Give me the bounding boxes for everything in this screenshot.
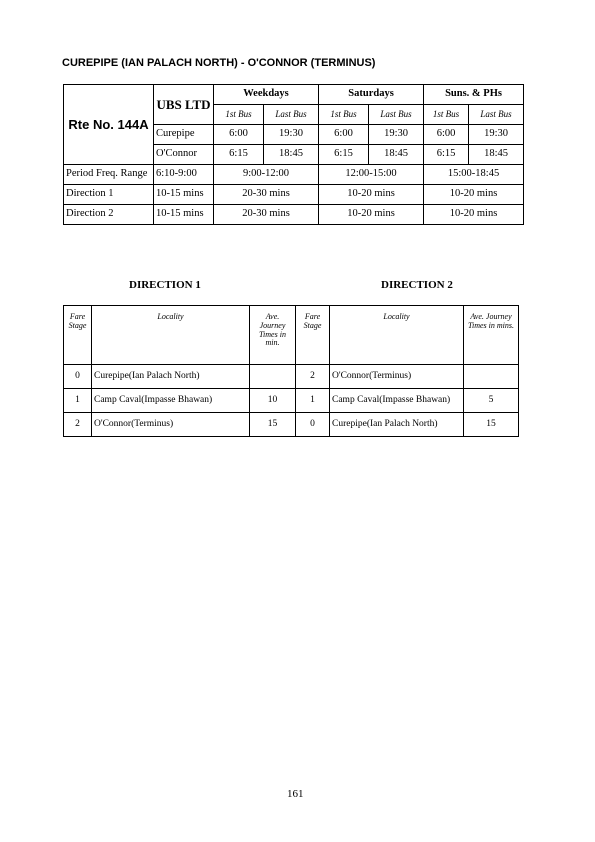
time-cell: 6:15: [214, 145, 264, 165]
fare-stage-header: Fare Stage: [296, 306, 330, 365]
last-bus-label: Last Bus: [469, 105, 524, 125]
journey-time-header: Ave. Journey Times in min.: [250, 306, 296, 365]
frequency-label: Direction 2: [64, 205, 154, 225]
table-row: [64, 365, 519, 389]
frequency-value: 20-30 mins: [214, 185, 319, 205]
frequency-row: [64, 205, 524, 225]
frequency-value: 10-15 mins: [154, 185, 214, 205]
time-cell: 6:15: [424, 145, 469, 165]
place-name: Curepipe: [154, 125, 214, 145]
frequency-value: 10-20 mins: [424, 205, 524, 225]
locality: Curepipe(Ian Palach North): [92, 365, 250, 389]
locality: O'Connor(Terminus): [92, 413, 250, 437]
time-cell: 6:00: [319, 125, 369, 145]
journey-time: 15: [464, 413, 519, 437]
frequency-value: 10-20 mins: [319, 205, 424, 225]
locality: Camp Caval(Impasse Bhawan): [330, 389, 464, 413]
time-cell: 19:30: [369, 125, 424, 145]
journey-time-header: Ave. Journey Times in mins.: [464, 306, 519, 365]
frequency-value: 20-30 mins: [214, 205, 319, 225]
table-row: [64, 413, 519, 437]
fare-stage: 1: [296, 389, 330, 413]
fare-stage-table: [63, 305, 519, 437]
fare-stage: 0: [64, 365, 92, 389]
fare-stage: 1: [64, 389, 92, 413]
locality-header: Locality: [330, 306, 464, 365]
time-cell: 6:15: [319, 145, 369, 165]
fare-stage: 2: [296, 365, 330, 389]
time-cell: 6:00: [424, 125, 469, 145]
frequency-label: Period Freq. Range: [64, 165, 154, 185]
frequency-value: 10-20 mins: [319, 185, 424, 205]
fare-stage-header: Fare Stage: [64, 306, 92, 365]
time-cell: 18:45: [369, 145, 424, 165]
place-name: O'Connor: [154, 145, 214, 165]
first-bus-label: 1st Bus: [319, 105, 369, 125]
fare-stage: 2: [64, 413, 92, 437]
locality: Camp Caval(Impasse Bhawan): [92, 389, 250, 413]
journey-time: 10: [250, 389, 296, 413]
direction-2-heading: DIRECTION 2: [381, 279, 453, 291]
route-number: Rte No. 144A: [64, 85, 154, 165]
journey-time: 15: [250, 413, 296, 437]
frequency-value: 9:00-12:00: [214, 165, 319, 185]
frequency-row: [64, 185, 524, 205]
last-bus-label: Last Bus: [264, 105, 319, 125]
frequency-value: 10-20 mins: [424, 185, 524, 205]
first-bus-label: 1st Bus: [424, 105, 469, 125]
frequency-value: 6:10-9:00: [154, 165, 214, 185]
journey-time: 5: [464, 389, 519, 413]
frequency-value: 10-15 mins: [154, 205, 214, 225]
direction-1-heading: DIRECTION 1: [129, 279, 201, 291]
locality: O'Connor(Terminus): [330, 365, 464, 389]
time-cell: 18:45: [469, 145, 524, 165]
sundays-header: Suns. & PHs: [424, 85, 524, 105]
locality-header: Locality: [92, 306, 250, 365]
time-cell: 6:00: [214, 125, 264, 145]
first-bus-label: 1st Bus: [214, 105, 264, 125]
frequency-label: Direction 1: [64, 185, 154, 205]
operator-name: UBS LTD: [154, 85, 214, 125]
last-bus-label: Last Bus: [369, 105, 424, 125]
frequency-value: 12:00-15:00: [319, 165, 424, 185]
table-row: [64, 389, 519, 413]
time-cell: 19:30: [264, 125, 319, 145]
frequency-row: [64, 165, 524, 185]
fare-stage: 0: [296, 413, 330, 437]
page-title: CUREPIPE (IAN PALACH NORTH) - O'CONNOR (TERMINUS): [62, 57, 376, 69]
weekdays-header: Weekdays: [214, 85, 319, 105]
journey-time: [250, 365, 296, 389]
time-cell: 18:45: [264, 145, 319, 165]
frequency-value: 15:00-18:45: [424, 165, 524, 185]
locality: Curepipe(Ian Palach North): [330, 413, 464, 437]
journey-time: [464, 365, 519, 389]
schedule-table: [63, 84, 524, 225]
saturdays-header: Saturdays: [319, 85, 424, 105]
time-cell: 19:30: [469, 125, 524, 145]
page-number: 161: [287, 788, 304, 800]
fare-stage-header-row: [64, 306, 519, 365]
